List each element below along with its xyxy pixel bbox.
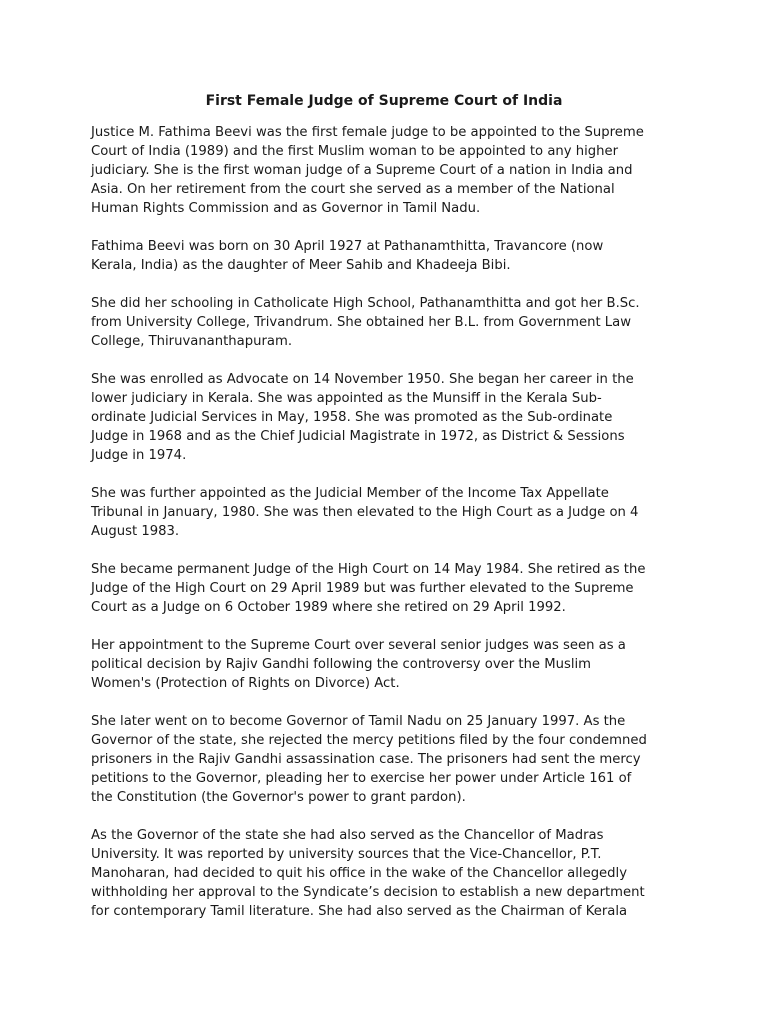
paragraph-line: judiciary. She is the first woman judge of a Supreme Court of a nation in India and: [91, 163, 633, 178]
paragraph-line: She was enrolled as Advocate on 14 November 1950. She began her career in the: [91, 372, 634, 387]
paragraph-line: As the Governor of the state she had also served as the Chancellor of Madras: [91, 828, 604, 843]
paragraph-line: ordinate Judicial Services in May, 1958. She was promoted as the Sub-ordinate: [91, 410, 613, 425]
paragraph-line: She did her schooling in Catholicate High School, Pathanamthitta and got her B.Sc.: [91, 296, 640, 311]
paragraph-line: for contemporary Tamil literature. She had also served as the Chairman of Kerala: [91, 904, 628, 919]
paragraph-line: Fathima Beevi was born on 30 April 1927 at Pathanamthitta, Travancore (now: [91, 239, 604, 254]
paragraph-line: political decision by Rajiv Gandhi following the controversy over the Muslim: [91, 657, 592, 672]
paragraph-line: Judge in 1974.: [91, 448, 187, 463]
paragraph-line: She was further appointed as the Judicial Member of the Income Tax Appellate: [91, 486, 609, 501]
paragraph-line: Her appointment to the Supreme Court over several senior judges was seen as a: [91, 638, 626, 653]
paragraph-line: Tribunal in January, 1980. She was then elevated to the High Court as a Judge on 4: [91, 505, 639, 520]
paragraph-line: She later went on to become Governor of Tamil Nadu on 25 January 1997. As the: [91, 714, 626, 729]
paragraph: [91, 294, 681, 351]
paragraph-line: Judge of the High Court on 29 April 1989 but was further elevated to the Supreme: [91, 581, 634, 596]
paragraph-line: Court as a Judge on 6 October 1989 where she retired on 29 April 1992.: [91, 600, 566, 615]
paragraph-line: Asia. On her retirement from the court she served as a member of the National: [91, 182, 615, 197]
paragraph-line: prisoners in the Rajiv Gandhi assassination case. The prisoners had sent the mercy: [91, 752, 641, 767]
paragraph-line: Justice M. Fathima Beevi was the first female judge to be appointed to the Supreme: [91, 125, 644, 140]
paragraph-line: the Constitution (the Governor's power to grant pardon).: [91, 790, 466, 805]
paragraph-line: lower judiciary in Kerala. She was appointed as the Munsiff in the Kerala Sub-: [91, 391, 602, 406]
paragraph: [91, 560, 681, 617]
document-body: [91, 123, 681, 940]
paragraph-line: She became permanent Judge of the High Court on 14 May 1984. She retired as the: [91, 562, 646, 577]
document-title: First Female Judge of Supreme Court of India: [205, 93, 563, 109]
paragraph-line: Women's (Protection of Rights on Divorce) Act.: [91, 676, 400, 691]
paragraph-line: withholding her approval to the Syndicate’s decision to establish a new department: [91, 885, 645, 900]
paragraph: [91, 712, 681, 807]
paragraph: [91, 370, 681, 465]
paragraph-line: College, Thiruvananthapuram.: [91, 334, 293, 349]
paragraph-line: University. It was reported by university sources that the Vice-Chancellor, P.T.: [91, 847, 602, 862]
paragraph-line: Kerala, India) as the daughter of Meer Sahib and Khadeeja Bibi.: [91, 258, 511, 273]
paragraph-line: August 1983.: [91, 524, 180, 539]
paragraph: [91, 484, 681, 541]
paragraph-line: Governor of the state, she rejected the mercy petitions filed by the four condemned: [91, 733, 647, 748]
paragraph-line: from University College, Trivandrum. She obtained her B.L. from Government Law: [91, 315, 632, 330]
paragraph: [91, 123, 681, 218]
paragraph-line: Manoharan, had decided to quit his office in the wake of the Chancellor allegedly: [91, 866, 628, 881]
paragraph: [91, 237, 681, 275]
paragraph-line: Human Rights Commission and as Governor in Tamil Nadu.: [91, 201, 481, 216]
paragraph-line: Judge in 1968 and as the Chief Judicial Magistrate in 1972, as District & Sessions: [91, 429, 625, 444]
paragraph-line: petitions to the Governor, pleading her to exercise her power under Article 161 of: [91, 771, 632, 786]
paragraph: [91, 636, 681, 693]
paragraph-line: Court of India (1989) and the first Muslim woman to be appointed to any higher: [91, 144, 619, 159]
paragraph: [91, 826, 681, 921]
